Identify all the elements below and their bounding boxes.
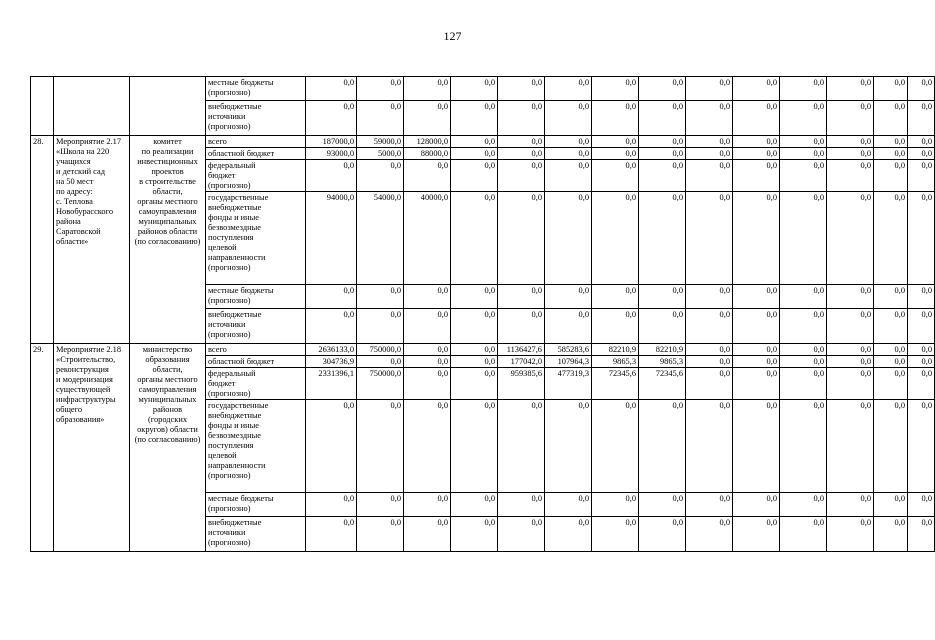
amount-cell: 0,0 xyxy=(733,368,780,400)
amount-cell: 0,0 xyxy=(827,77,874,101)
amount-cell: 0,0 xyxy=(686,77,733,101)
executor: комитет по реализации инвестиционных проектов в строительстве области, органы местного самоуправления муниципальных районов области (по согласованию) xyxy=(130,136,206,344)
amount-cell: 0,0 xyxy=(733,400,780,493)
amount-cell: 0,0 xyxy=(639,101,686,136)
amount-cell: 93000,0 xyxy=(306,148,357,160)
amount-cell: 0,0 xyxy=(498,160,545,192)
funding-source: областной бюджет xyxy=(206,148,306,160)
amount-cell: 0,0 xyxy=(592,101,639,136)
amount-cell: 0,0 xyxy=(639,400,686,493)
amount-cell: 0,0 xyxy=(639,160,686,192)
amount-cell: 0,0 xyxy=(908,344,935,356)
amount-cell: 0,0 xyxy=(827,344,874,356)
amount-cell: 0,0 xyxy=(827,517,874,552)
amount-cell: 0,0 xyxy=(451,493,498,517)
amount-cell: 9865,3 xyxy=(639,356,686,368)
amount-cell: 0,0 xyxy=(545,160,592,192)
amount-cell: 0,0 xyxy=(592,148,639,160)
amount-cell: 0,0 xyxy=(686,493,733,517)
amount-cell: 2636133,0 xyxy=(306,344,357,356)
amount-cell: 0,0 xyxy=(827,148,874,160)
amount-cell: 0,0 xyxy=(780,192,827,285)
amount-cell: 0,0 xyxy=(451,309,498,344)
amount-cell: 0,0 xyxy=(592,400,639,493)
amount-cell: 0,0 xyxy=(874,77,908,101)
amount-cell: 0,0 xyxy=(498,101,545,136)
amount-cell: 0,0 xyxy=(592,77,639,101)
amount-cell: 0,0 xyxy=(908,493,935,517)
executor: министерство образования области, органы местного самоуправления муниципальных районов (городских округов) области (по согласованию) xyxy=(130,344,206,552)
amount-cell: 0,0 xyxy=(874,192,908,285)
amount-cell: 0,0 xyxy=(404,344,451,356)
amount-cell: 0,0 xyxy=(357,517,404,552)
amount-cell: 0,0 xyxy=(733,192,780,285)
amount-cell: 0,0 xyxy=(498,77,545,101)
amount-cell: 0,0 xyxy=(733,101,780,136)
amount-cell: 0,0 xyxy=(306,160,357,192)
amount-cell: 0,0 xyxy=(874,136,908,148)
amount-cell: 0,0 xyxy=(451,344,498,356)
amount-cell: 0,0 xyxy=(874,517,908,552)
amount-cell: 0,0 xyxy=(827,309,874,344)
amount-cell: 0,0 xyxy=(592,136,639,148)
funding-source: государственные внебюджетные фонды и иные безвозмездные поступления целевой направленности (прогнозно) xyxy=(206,192,306,285)
amount-cell: 0,0 xyxy=(306,493,357,517)
amount-cell: 107964,3 xyxy=(545,356,592,368)
amount-cell: 0,0 xyxy=(780,356,827,368)
amount-cell: 0,0 xyxy=(827,493,874,517)
amount-cell: 0,0 xyxy=(306,400,357,493)
amount-cell: 0,0 xyxy=(451,136,498,148)
amount-cell: 0,0 xyxy=(908,356,935,368)
funding-source: местные бюджеты (прогнозно) xyxy=(206,493,306,517)
amount-cell: 0,0 xyxy=(592,493,639,517)
funding-source: местные бюджеты (прогнозно) xyxy=(206,285,306,309)
amount-cell: 0,0 xyxy=(908,192,935,285)
amount-cell: 0,0 xyxy=(545,517,592,552)
amount-cell: 0,0 xyxy=(827,285,874,309)
budget-table xyxy=(30,76,935,552)
page-number: 127 xyxy=(443,29,462,43)
amount-cell: 0,0 xyxy=(780,400,827,493)
amount-cell: 0,0 xyxy=(686,148,733,160)
amount-cell: 0,0 xyxy=(357,493,404,517)
amount-cell: 0,0 xyxy=(908,160,935,192)
amount-cell: 0,0 xyxy=(686,136,733,148)
amount-cell: 0,0 xyxy=(498,192,545,285)
measure-name xyxy=(54,77,130,136)
funding-source: внебюджетные источники (прогнозно) xyxy=(206,309,306,344)
amount-cell: 0,0 xyxy=(404,356,451,368)
amount-cell: 0,0 xyxy=(498,285,545,309)
amount-cell: 0,0 xyxy=(451,192,498,285)
amount-cell: 0,0 xyxy=(592,517,639,552)
amount-cell: 0,0 xyxy=(686,309,733,344)
amount-cell: 128000,0 xyxy=(404,136,451,148)
amount-cell: 0,0 xyxy=(827,400,874,493)
amount-cell: 0,0 xyxy=(908,148,935,160)
amount-cell: 0,0 xyxy=(451,148,498,160)
amount-cell: 72345,6 xyxy=(592,368,639,400)
amount-cell: 0,0 xyxy=(780,517,827,552)
amount-cell: 0,0 xyxy=(545,493,592,517)
amount-cell: 0,0 xyxy=(306,101,357,136)
amount-cell: 94000,0 xyxy=(306,192,357,285)
row-number xyxy=(31,77,54,136)
amount-cell: 177042,0 xyxy=(498,356,545,368)
amount-cell: 0,0 xyxy=(545,400,592,493)
amount-cell: 0,0 xyxy=(404,285,451,309)
amount-cell: 0,0 xyxy=(733,309,780,344)
amount-cell: 0,0 xyxy=(908,517,935,552)
amount-cell: 0,0 xyxy=(733,160,780,192)
amount-cell: 0,0 xyxy=(306,517,357,552)
amount-cell: 0,0 xyxy=(780,344,827,356)
amount-cell: 5000,0 xyxy=(357,148,404,160)
amount-cell: 0,0 xyxy=(451,517,498,552)
funding-source: всего xyxy=(206,136,306,148)
amount-cell: 0,0 xyxy=(874,148,908,160)
amount-cell: 2331396,1 xyxy=(306,368,357,400)
amount-cell: 585283,6 xyxy=(545,344,592,356)
amount-cell: 0,0 xyxy=(827,160,874,192)
amount-cell: 0,0 xyxy=(686,344,733,356)
amount-cell: 0,0 xyxy=(827,356,874,368)
amount-cell: 0,0 xyxy=(498,517,545,552)
funding-source: внебюджетные источники (прогнозно) xyxy=(206,517,306,552)
amount-cell: 82210,9 xyxy=(592,344,639,356)
amount-cell: 0,0 xyxy=(592,192,639,285)
amount-cell: 0,0 xyxy=(545,136,592,148)
amount-cell: 0,0 xyxy=(908,400,935,493)
amount-cell: 1136427,6 xyxy=(498,344,545,356)
amount-cell: 0,0 xyxy=(545,101,592,136)
amount-cell: 0,0 xyxy=(451,101,498,136)
amount-cell: 0,0 xyxy=(404,309,451,344)
amount-cell: 0,0 xyxy=(908,368,935,400)
amount-cell: 0,0 xyxy=(686,356,733,368)
amount-cell: 0,0 xyxy=(827,101,874,136)
amount-cell: 0,0 xyxy=(592,309,639,344)
amount-cell: 0,0 xyxy=(733,356,780,368)
amount-cell: 82210,9 xyxy=(639,344,686,356)
amount-cell: 0,0 xyxy=(357,309,404,344)
amount-cell: 0,0 xyxy=(780,160,827,192)
amount-cell: 0,0 xyxy=(874,285,908,309)
amount-cell: 0,0 xyxy=(874,400,908,493)
amount-cell: 0,0 xyxy=(733,77,780,101)
amount-cell: 0,0 xyxy=(686,285,733,309)
amount-cell: 0,0 xyxy=(404,160,451,192)
amount-cell: 0,0 xyxy=(498,400,545,493)
amount-cell: 0,0 xyxy=(498,148,545,160)
executor xyxy=(130,77,206,136)
amount-cell: 9865,3 xyxy=(592,356,639,368)
amount-cell: 0,0 xyxy=(404,400,451,493)
amount-cell: 0,0 xyxy=(306,285,357,309)
funding-source: областной бюджет xyxy=(206,356,306,368)
amount-cell: 0,0 xyxy=(357,101,404,136)
amount-cell: 0,0 xyxy=(498,309,545,344)
amount-cell: 0,0 xyxy=(498,136,545,148)
amount-cell: 0,0 xyxy=(451,356,498,368)
amount-cell: 0,0 xyxy=(639,136,686,148)
amount-cell: 0,0 xyxy=(545,285,592,309)
amount-cell: 0,0 xyxy=(733,493,780,517)
row-number: 29. xyxy=(31,344,54,552)
table-row xyxy=(31,77,935,101)
amount-cell: 750000,0 xyxy=(357,344,404,356)
amount-cell: 959385,6 xyxy=(498,368,545,400)
amount-cell: 0,0 xyxy=(780,77,827,101)
amount-cell: 0,0 xyxy=(357,285,404,309)
amount-cell: 0,0 xyxy=(451,285,498,309)
amount-cell: 0,0 xyxy=(874,101,908,136)
amount-cell: 0,0 xyxy=(357,77,404,101)
amount-cell: 0,0 xyxy=(874,368,908,400)
funding-source: государственные внебюджетные фонды и иные безвозмездные поступления целевой направленности (прогнозно) xyxy=(206,400,306,493)
amount-cell: 0,0 xyxy=(686,101,733,136)
amount-cell: 0,0 xyxy=(733,285,780,309)
amount-cell: 0,0 xyxy=(686,517,733,552)
amount-cell: 0,0 xyxy=(908,309,935,344)
amount-cell: 0,0 xyxy=(780,285,827,309)
funding-source: внебюджетные источники (прогнозно) xyxy=(206,101,306,136)
amount-cell: 0,0 xyxy=(827,192,874,285)
amount-cell: 59000,0 xyxy=(357,136,404,148)
amount-cell: 0,0 xyxy=(874,344,908,356)
amount-cell: 40000,0 xyxy=(404,192,451,285)
amount-cell: 0,0 xyxy=(780,148,827,160)
amount-cell: 0,0 xyxy=(592,160,639,192)
amount-cell: 0,0 xyxy=(306,309,357,344)
amount-cell: 0,0 xyxy=(639,192,686,285)
amount-cell: 0,0 xyxy=(874,160,908,192)
amount-cell: 0,0 xyxy=(404,517,451,552)
table-row xyxy=(31,344,935,356)
amount-cell: 0,0 xyxy=(404,493,451,517)
amount-cell: 0,0 xyxy=(733,344,780,356)
amount-cell: 0,0 xyxy=(780,136,827,148)
amount-cell: 0,0 xyxy=(686,400,733,493)
amount-cell: 0,0 xyxy=(780,368,827,400)
amount-cell: 0,0 xyxy=(451,160,498,192)
amount-cell: 0,0 xyxy=(451,368,498,400)
row-number: 28. xyxy=(31,136,54,344)
amount-cell: 0,0 xyxy=(639,148,686,160)
amount-cell: 750000,0 xyxy=(357,368,404,400)
amount-cell: 0,0 xyxy=(908,77,935,101)
funding-source: всего xyxy=(206,344,306,356)
amount-cell: 0,0 xyxy=(545,148,592,160)
amount-cell: 0,0 xyxy=(686,192,733,285)
amount-cell: 0,0 xyxy=(639,309,686,344)
amount-cell: 187000,0 xyxy=(306,136,357,148)
amount-cell: 88000,0 xyxy=(404,148,451,160)
amount-cell: 0,0 xyxy=(639,517,686,552)
amount-cell: 0,0 xyxy=(306,77,357,101)
amount-cell: 0,0 xyxy=(780,309,827,344)
amount-cell: 0,0 xyxy=(357,160,404,192)
amount-cell: 477319,3 xyxy=(545,368,592,400)
amount-cell: 0,0 xyxy=(545,309,592,344)
amount-cell: 0,0 xyxy=(686,160,733,192)
amount-cell: 54000,0 xyxy=(357,192,404,285)
amount-cell: 0,0 xyxy=(733,136,780,148)
amount-cell: 0,0 xyxy=(874,356,908,368)
measure-name: Мероприятие 2.18 «Строительство, реконструкция и модернизация существующей инфраструктуры общего образования» xyxy=(54,344,130,552)
funding-source: местные бюджеты (прогнозно) xyxy=(206,77,306,101)
amount-cell: 0,0 xyxy=(780,101,827,136)
amount-cell: 0,0 xyxy=(639,493,686,517)
amount-cell: 0,0 xyxy=(733,517,780,552)
amount-cell: 0,0 xyxy=(404,101,451,136)
amount-cell: 72345,6 xyxy=(639,368,686,400)
amount-cell: 0,0 xyxy=(827,368,874,400)
amount-cell: 0,0 xyxy=(780,493,827,517)
amount-cell: 0,0 xyxy=(404,368,451,400)
amount-cell: 0,0 xyxy=(639,77,686,101)
amount-cell: 0,0 xyxy=(357,356,404,368)
amount-cell: 0,0 xyxy=(451,400,498,493)
amount-cell: 0,0 xyxy=(686,368,733,400)
amount-cell: 0,0 xyxy=(908,101,935,136)
amount-cell: 0,0 xyxy=(874,493,908,517)
amount-cell: 0,0 xyxy=(357,400,404,493)
funding-source: федеральный бюджет (прогнозно) xyxy=(206,368,306,400)
amount-cell: 0,0 xyxy=(827,136,874,148)
amount-cell: 0,0 xyxy=(545,77,592,101)
amount-cell: 0,0 xyxy=(908,136,935,148)
amount-cell: 0,0 xyxy=(592,285,639,309)
amount-cell: 0,0 xyxy=(451,77,498,101)
budget-table-body xyxy=(31,77,935,552)
amount-cell: 0,0 xyxy=(639,285,686,309)
amount-cell: 0,0 xyxy=(733,148,780,160)
funding-source: федеральный бюджет (прогнозно) xyxy=(206,160,306,192)
amount-cell: 304736,9 xyxy=(306,356,357,368)
amount-cell: 0,0 xyxy=(874,309,908,344)
amount-cell: 0,0 xyxy=(498,493,545,517)
amount-cell: 0,0 xyxy=(545,192,592,285)
amount-cell: 0,0 xyxy=(404,77,451,101)
table-row xyxy=(31,136,935,148)
amount-cell: 0,0 xyxy=(908,285,935,309)
measure-name: Мероприятие 2.17 «Школа на 220 учащихся и детский сад на 50 мест по адресу: с. Теплова Новобурасского района Саратовской области» xyxy=(54,136,130,344)
